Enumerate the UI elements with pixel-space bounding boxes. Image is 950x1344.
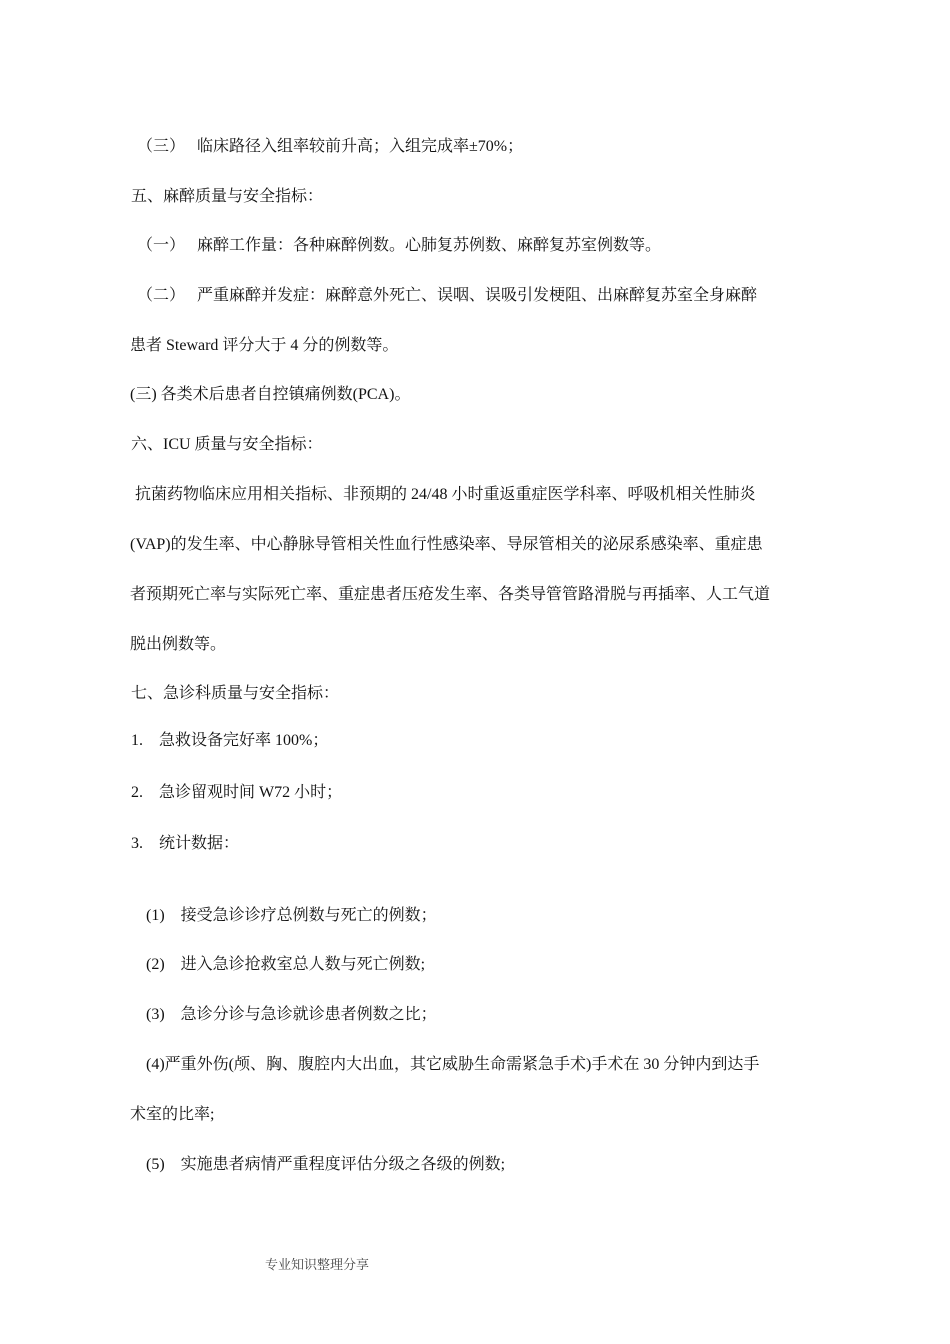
section-heading-emergency: 七、急诊科质量与安全指标：: [131, 685, 340, 702]
statistics-item-2: (2) 进入急诊抢救室总人数与死亡例数;: [146, 956, 426, 973]
anesthesia-item-3: (三) 各类术后患者自控镇痛例数(PCA)。: [130, 386, 411, 403]
statistics-item-1: (1) 接受急诊诊疗总例数与死亡的例数；: [146, 907, 437, 924]
icu-paragraph-line-3: 者预期死亡率与实际死亡率、重症患者压疮发生率、各类导管管路滑脱与再插率、人工气道: [130, 586, 771, 603]
icu-paragraph-line-1: 抗菌药物临床应用相关指标、非预期的 24/48 小时重返重症医学科率、呼吸机相关性肺炎: [135, 486, 756, 503]
page-footer: 专业知识整理分享: [265, 1257, 370, 1272]
statistics-item-4: (4)严重外伤(颅、胸、腹腔内大出血，其它威胁生命需紧急手术)手术在 30 分钟内到达手: [146, 1056, 760, 1073]
statistics-item-4-continued: 术室的比率;: [130, 1106, 215, 1123]
icu-paragraph-line-2: (VAP)的发生率、中心静脉导管相关性血行性感染率、导尿管相关的泌尿系感染率、重症患: [130, 536, 763, 553]
emergency-item-1: 1. 急救设备完好率 100%；: [131, 732, 329, 749]
clinical-pathway-item: （三） 临床路径入组率较前升高；入组完成率±70%；: [137, 138, 524, 155]
anesthesia-item-2: （二） 严重麻醉并发症：麻醉意外死亡、误咽、误吸引发梗阻、出麻醉复苏室全身麻醉: [137, 287, 758, 304]
anesthesia-item-1: （一） 麻醉工作量：各种麻醉例数。心肺复苏例数、麻醉复苏室例数等。: [137, 237, 662, 254]
statistics-item-3: (3) 急诊分诊与急诊就诊患者例数之比；: [146, 1006, 437, 1023]
icu-paragraph-line-4: 脱出例数等。: [130, 636, 227, 653]
section-heading-anesthesia: 五、麻醉质量与安全指标：: [131, 188, 324, 205]
emergency-item-2: 2. 急诊留观时间 W72 小时；: [131, 784, 343, 801]
anesthesia-item-2-continued: 患者 Steward 评分大于 4 分的例数等。: [130, 337, 399, 354]
emergency-item-3: 3. 统计数据：: [131, 835, 240, 852]
section-heading-icu: 六、ICU 质量与安全指标：: [131, 436, 323, 453]
statistics-item-5: (5) 实施患者病情严重程度评估分级之各级的例数;: [146, 1156, 506, 1173]
